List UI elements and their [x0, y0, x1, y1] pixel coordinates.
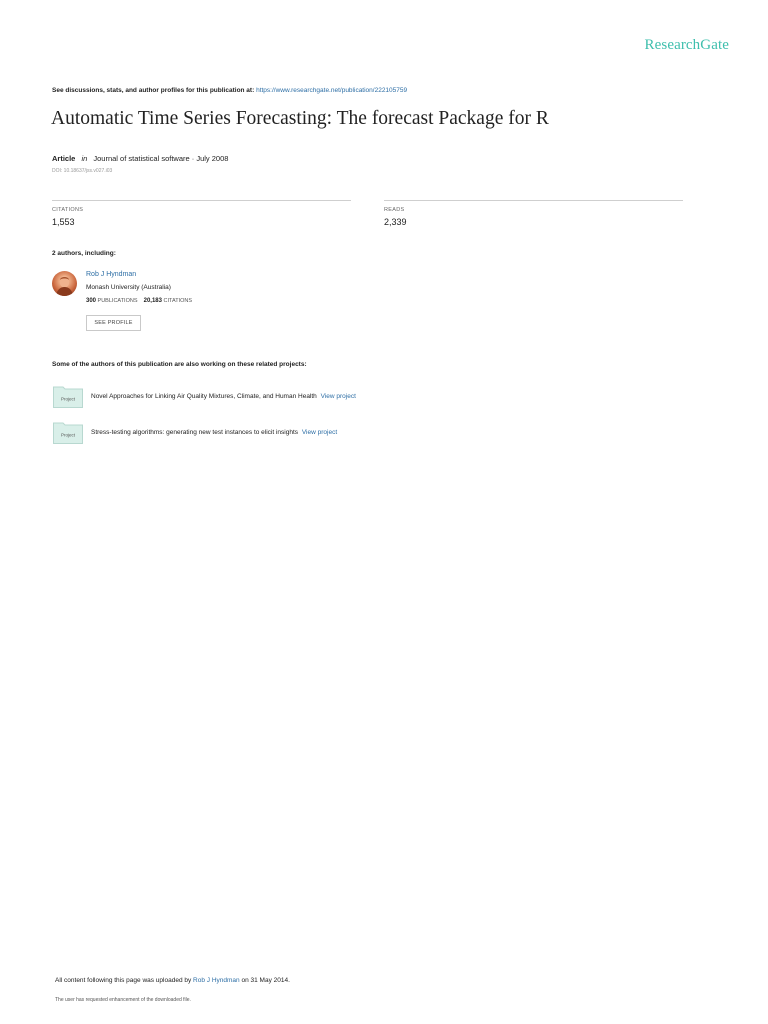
author-photo-icon: [52, 271, 77, 296]
author-publications-label: PUBLICATIONS: [97, 298, 138, 304]
see-profile-button[interactable]: SEE PROFILE: [86, 315, 141, 331]
reads-divider: [384, 200, 683, 201]
projects-heading: Some of the authors of this publication are also working on these related projects:: [52, 361, 307, 368]
reads-value: 2,339: [384, 217, 407, 227]
authors-heading: 2 authors, including:: [52, 250, 116, 257]
discussion-line: [52, 87, 407, 94]
author-citations-label: CITATIONS: [163, 298, 193, 304]
project-folder-label: Project: [60, 396, 76, 402]
citations-divider: [52, 200, 351, 201]
author-avatar[interactable]: [52, 271, 77, 296]
author-publications-count: 300: [86, 298, 97, 304]
author-institution: Monash University (Australia): [86, 284, 171, 291]
author-name-link[interactable]: Rob J Hyndman: [86, 271, 137, 278]
project-item[interactable]: [53, 386, 753, 408]
project-text-row: [91, 393, 356, 400]
project-title: Stress-testing algorithms: generating new test instances to elicit insights: [91, 429, 299, 436]
journal-date: Journal of statistical software · July 2008: [93, 154, 229, 163]
project-folder-label: Project: [60, 432, 76, 438]
uploader-link[interactable]: Rob J Hyndman: [193, 977, 240, 984]
publication-url-link[interactable]: https://www.researchgate.net/publication/222105759: [256, 87, 408, 94]
view-project-link[interactable]: View project: [320, 393, 356, 400]
upload-credit: [55, 977, 290, 984]
project-item[interactable]: [53, 422, 753, 444]
article-type: Article: [52, 154, 76, 163]
upload-suffix: on 31 May 2014.: [241, 977, 290, 984]
article-in-word: in: [81, 154, 88, 163]
enhancement-note: The user has requested enhancement of the downloaded file.: [55, 997, 191, 1003]
article-meta: [52, 154, 228, 163]
page-title: Automatic Time Series Forecasting: The forecast Package for R: [51, 108, 549, 129]
project-text-row: [91, 429, 337, 436]
project-title: Novel Approaches for Linking Air Quality Mixtures, Climate, and Human Health: [91, 393, 317, 400]
author-citations-count: 20,183: [143, 298, 162, 304]
doi: DOI: 10.18637/jss.v027.i03: [52, 168, 113, 174]
view-project-link[interactable]: View project: [301, 429, 338, 436]
upload-prefix: All content following this page was uploaded by: [55, 977, 192, 984]
citations-label: CITATIONS: [52, 207, 84, 213]
reads-label: READS: [384, 207, 405, 213]
discussion-intro: See discussions, stats, and author profiles for this publication at:: [52, 87, 255, 94]
citations-value: 1,553: [52, 217, 75, 227]
author-stats: [86, 298, 192, 304]
researchgate-logo[interactable]: ResearchGate: [644, 37, 729, 53]
project-folder-icon: [53, 386, 83, 408]
project-folder-icon: [53, 422, 83, 444]
